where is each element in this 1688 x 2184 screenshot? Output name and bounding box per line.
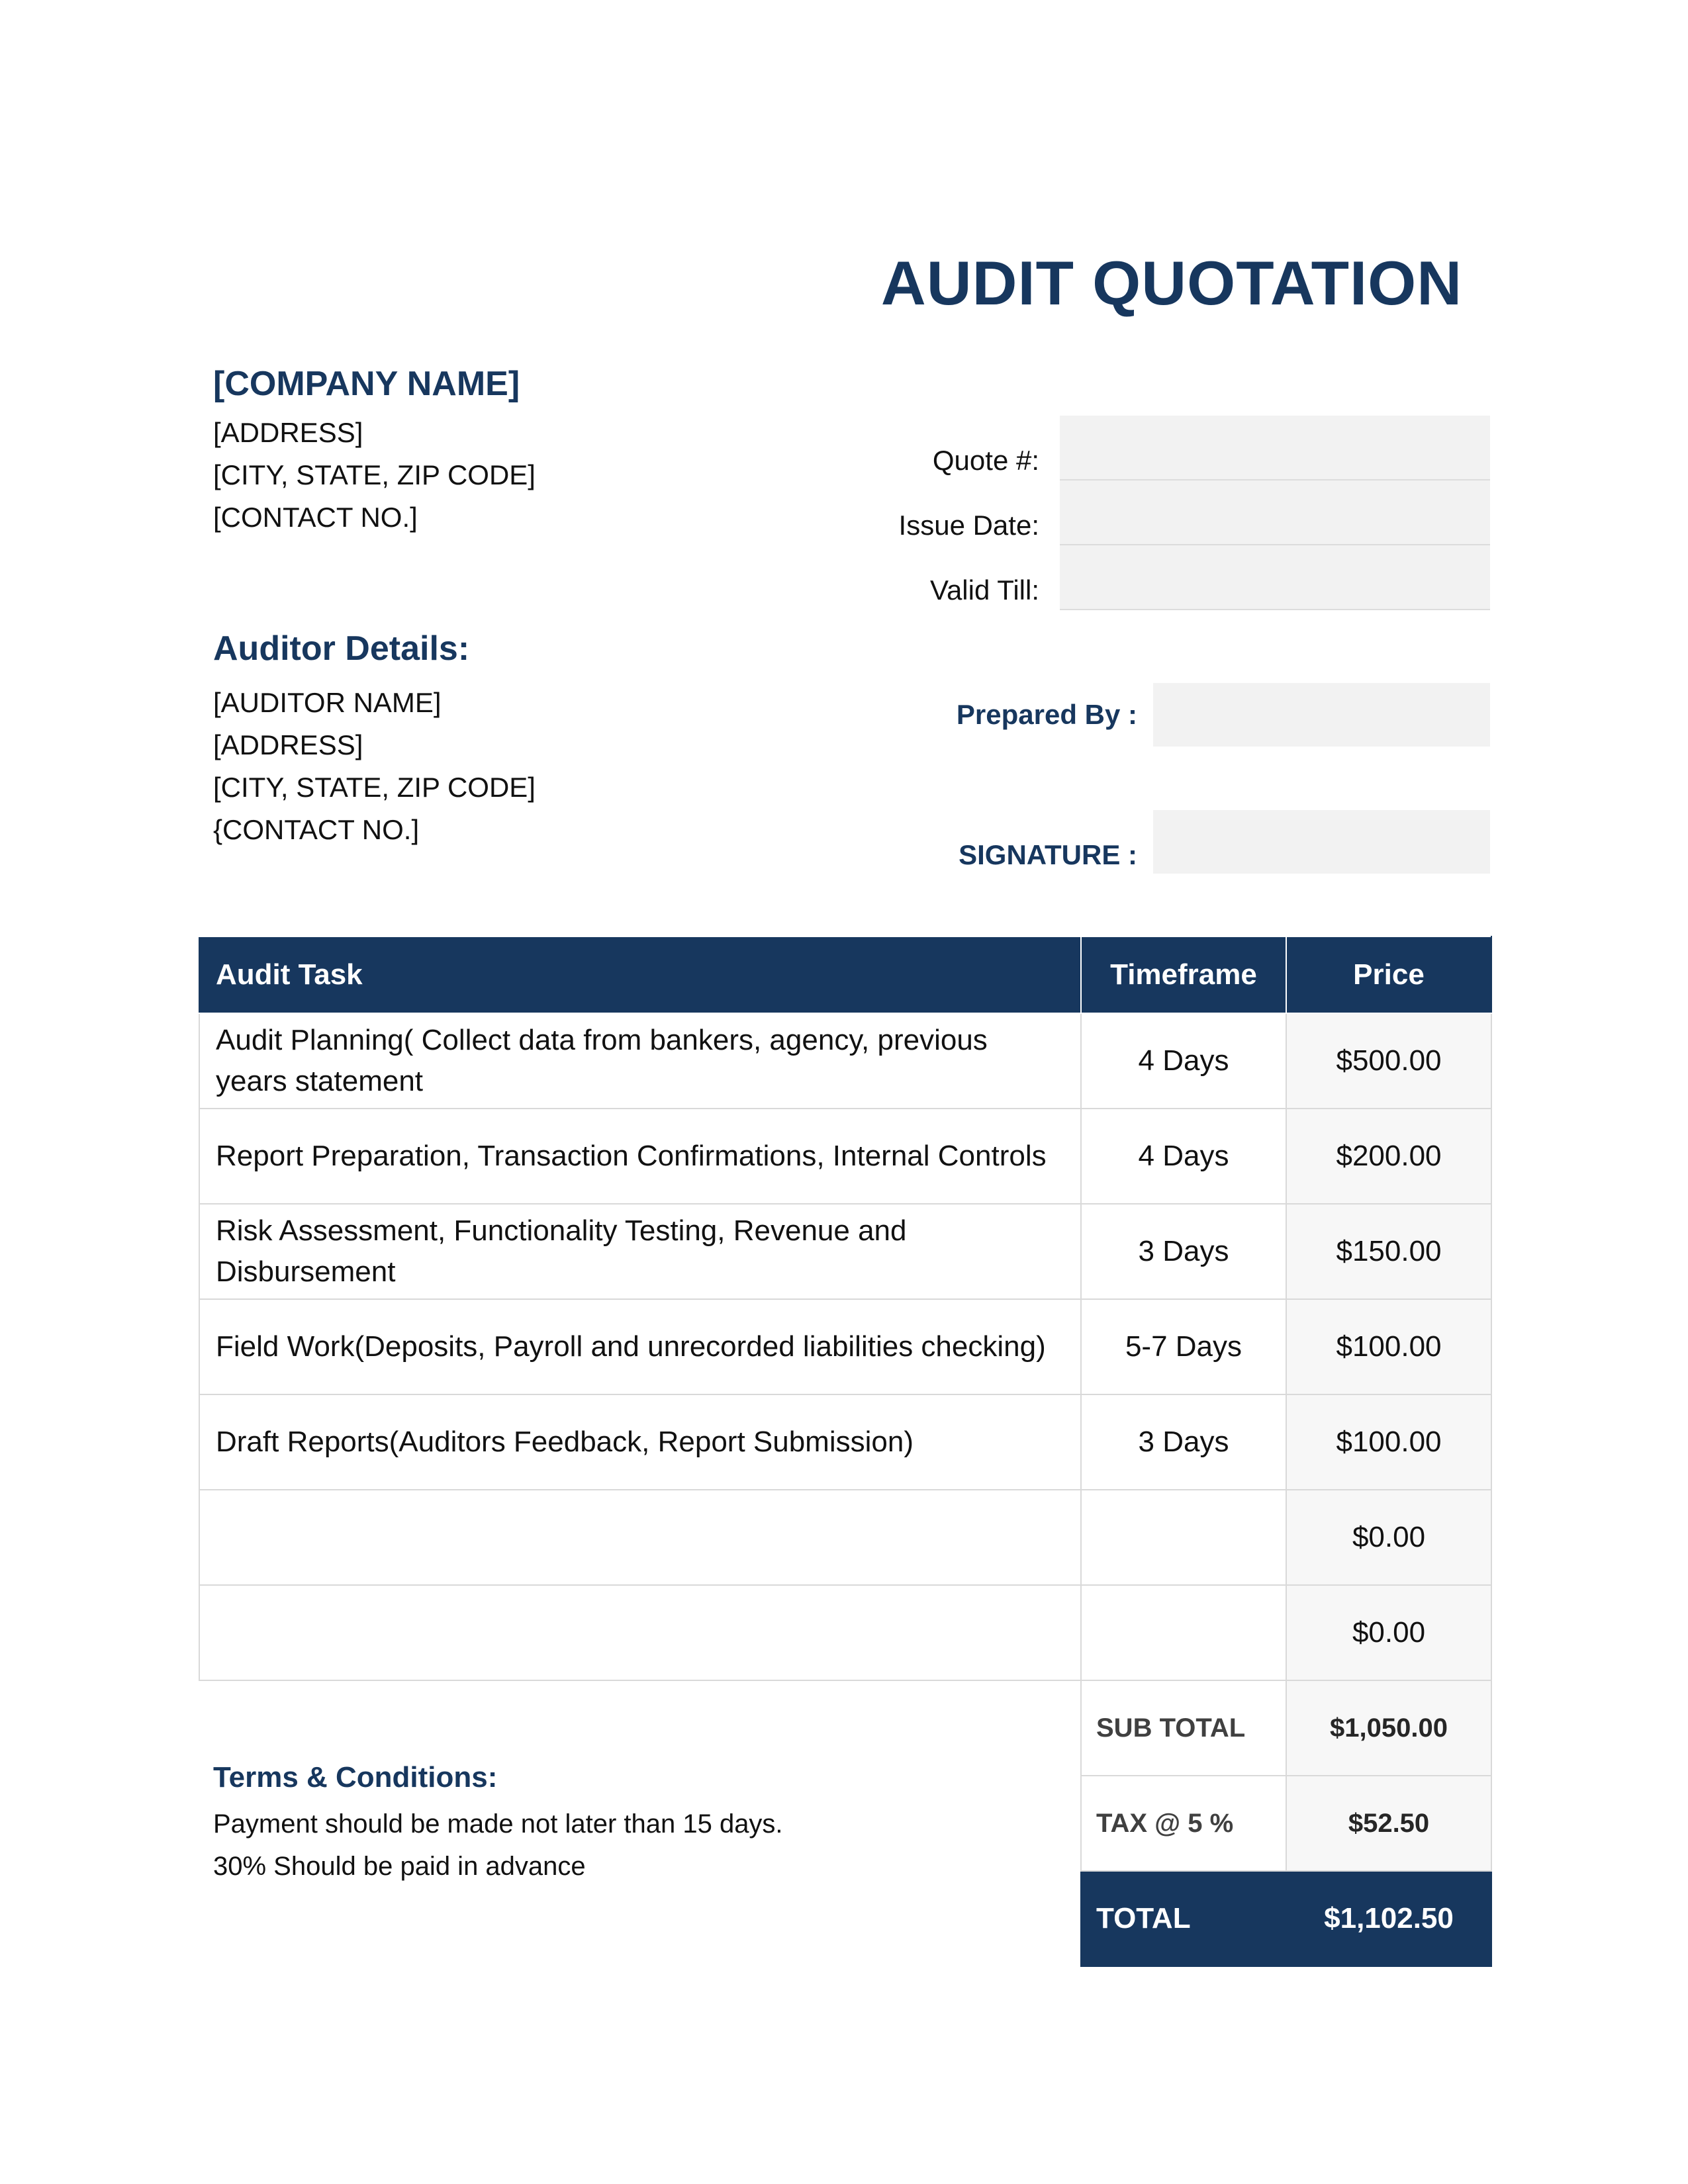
auditor-details-heading: Auditor Details: (213, 629, 470, 668)
task-cell[interactable]: Audit Planning( Collect data from bankers, agency, previous years statement (199, 1013, 1081, 1109)
timeframe-cell[interactable] (1081, 1490, 1286, 1585)
auditor-address: [ADDRESS] (213, 729, 363, 760)
column-header-price: Price (1286, 936, 1491, 1013)
company-name: [COMPANY NAME] (213, 365, 520, 403)
tax-value: $52.50 (1286, 1776, 1491, 1871)
company-address: [ADDRESS] (213, 417, 363, 448)
table-row (199, 1490, 1491, 1585)
terms-line: 30% Should be paid in advance (213, 1852, 586, 1881)
price-cell[interactable]: $200.00 (1286, 1109, 1491, 1204)
subtotal-value: $1,050.00 (1286, 1680, 1491, 1776)
table-row (199, 1299, 1491, 1394)
timeframe-cell[interactable]: 4 Days (1081, 1013, 1286, 1109)
subtotal-label: SUB TOTAL (1081, 1680, 1286, 1776)
task-cell[interactable]: Risk Assessment, Functionality Testing, Revenue and Disbursement (199, 1204, 1081, 1299)
timeframe-cell[interactable] (1081, 1585, 1286, 1680)
table-header-row (199, 936, 1491, 1013)
timeframe-cell[interactable]: 3 Days (1081, 1204, 1286, 1299)
task-cell[interactable]: Field Work(Deposits, Payroll and unrecorded liabilities checking) (199, 1299, 1081, 1394)
task-cell[interactable] (199, 1490, 1081, 1585)
table-row (199, 1109, 1491, 1204)
timeframe-cell[interactable]: 4 Days (1081, 1109, 1286, 1204)
prepared-by-field[interactable] (1153, 683, 1490, 747)
task-cell[interactable]: Report Preparation, Transaction Confirmations, Internal Controls (199, 1109, 1081, 1204)
total-label: TOTAL (1081, 1871, 1286, 1966)
company-city-state-zip: [CITY, STATE, ZIP CODE] (213, 459, 536, 490)
price-cell[interactable]: $100.00 (1286, 1299, 1491, 1394)
table-row (199, 1204, 1491, 1299)
price-cell[interactable]: $100.00 (1286, 1394, 1491, 1490)
prepared-by-label: Prepared By : (956, 699, 1137, 730)
total-value: $1,102.50 (1286, 1871, 1491, 1966)
table-row (199, 1585, 1491, 1680)
issue-date-label: Issue Date: (898, 510, 1039, 541)
tax-label: TAX @ 5 % (1081, 1776, 1286, 1871)
issue-date-field[interactable] (1060, 480, 1490, 545)
terms-line: Payment should be made not later than 15 days. (213, 1809, 783, 1839)
auditor-contact: {CONTACT NO.] (213, 814, 420, 845)
auditor-details-block (213, 682, 536, 851)
column-header-task: Audit Task (199, 936, 1081, 1013)
table-row (199, 1394, 1491, 1490)
price-cell[interactable]: $0.00 (1286, 1585, 1491, 1680)
price-cell[interactable]: $500.00 (1286, 1013, 1491, 1109)
auditor-city-state-zip: [CITY, STATE, ZIP CODE] (213, 772, 536, 803)
valid-till-field[interactable] (1060, 545, 1490, 610)
timeframe-cell[interactable]: 3 Days (1081, 1394, 1286, 1490)
company-address-block (213, 412, 536, 539)
quote-number-field[interactable] (1060, 416, 1490, 480)
auditor-name: [AUDITOR NAME] (213, 687, 442, 718)
timeframe-cell[interactable]: 5-7 Days (1081, 1299, 1286, 1394)
signature-field[interactable] (1153, 810, 1490, 874)
quote-number-label: Quote #: (932, 445, 1039, 476)
task-cell[interactable] (199, 1585, 1081, 1680)
company-contact: [CONTACT NO.] (213, 502, 418, 533)
price-cell[interactable]: $150.00 (1286, 1204, 1491, 1299)
price-cell[interactable]: $0.00 (1286, 1490, 1491, 1585)
task-cell[interactable]: Draft Reports(Auditors Feedback, Report Submission) (199, 1394, 1081, 1490)
signature-label: SIGNATURE : (959, 839, 1137, 870)
column-header-timeframe: Timeframe (1081, 936, 1286, 1013)
terms-block (213, 1803, 783, 1888)
terms-heading: Terms & Conditions: (213, 1761, 498, 1794)
table-row (199, 1013, 1491, 1109)
page-title: AUDIT QUOTATION (880, 248, 1463, 318)
valid-till-label: Valid Till: (930, 574, 1039, 606)
